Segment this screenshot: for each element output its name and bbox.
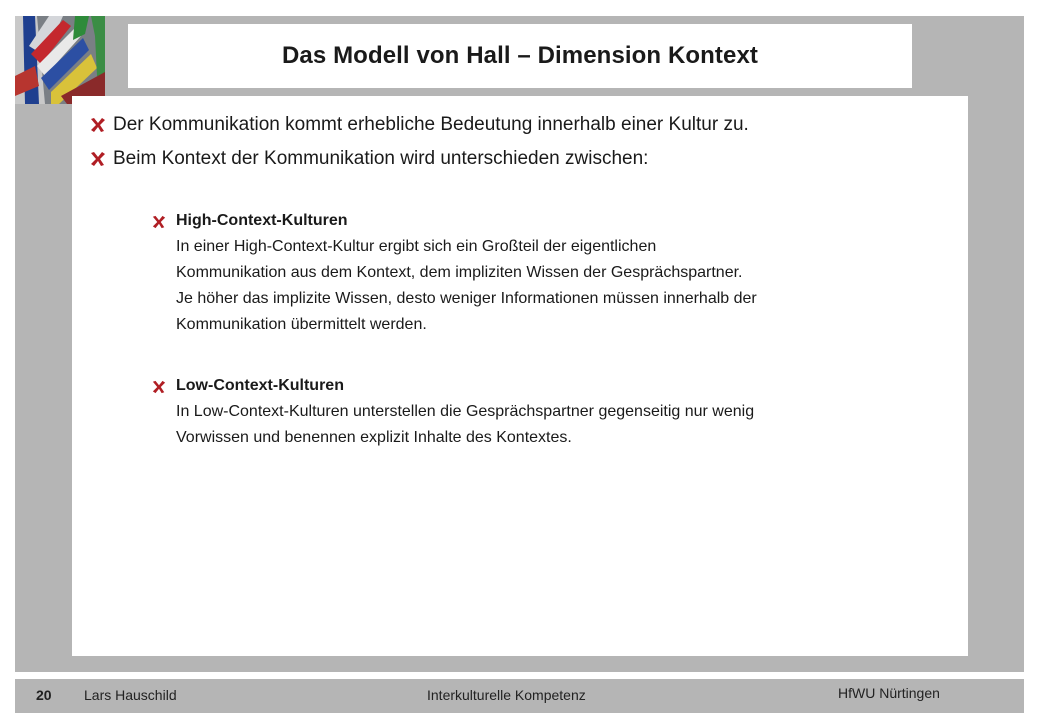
sub-bullet-heading: Low-Context-Kulturen — [176, 377, 344, 394]
sub-bullet-line: Vorwissen und benennen explizit Inhalte des Kontextes. — [176, 429, 572, 446]
sub-bullet-high-context — [152, 213, 976, 338]
sub-bullet-line: Kommunikation aus dem Kontext, dem impliziten Wissen der Gesprächspartner. — [176, 264, 743, 281]
bullet-text: Beim Kontext der Kommunikation wird unterschieden zwischen: — [113, 148, 649, 169]
sub-bullet-line: In einer High-Context-Kultur ergibt sich ein Großteil der eigentlichen — [176, 238, 657, 255]
bullet-item — [90, 148, 648, 170]
x-mark-icon — [152, 380, 166, 394]
x-mark-icon — [152, 215, 166, 229]
sub-bullet-heading: High-Context-Kulturen — [176, 212, 348, 229]
sub-bullet-line: Je höher das implizite Wissen, desto weniger Informationen müssen innerhalb der — [176, 290, 757, 307]
bullet-text: Der Kommunikation kommt erhebliche Bedeutung innerhalb einer Kultur zu. — [113, 114, 749, 135]
sub-bullet-low-context — [152, 378, 976, 451]
flags-image — [15, 16, 105, 104]
footer-institution: HfWU Nürtingen — [838, 685, 940, 701]
sub-bullet-text — [176, 373, 976, 451]
bullet-item — [90, 114, 749, 136]
x-mark-icon — [90, 117, 106, 133]
x-mark-icon — [90, 151, 106, 167]
footer-bar — [15, 679, 1024, 713]
content-area — [72, 96, 968, 656]
title-box — [128, 24, 912, 88]
footer-course: Interkulturelle Kompetenz — [427, 687, 586, 703]
sub-bullet-text — [176, 208, 976, 338]
footer-author: Lars Hauschild — [84, 687, 177, 703]
slide-title: Das Modell von Hall – Dimension Kontext — [282, 42, 758, 69]
sub-bullet-line: In Low-Context-Kulturen unterstellen die Gesprächspartner gegenseitig nur wenig — [176, 403, 755, 420]
slide-number: 20 — [36, 687, 52, 703]
sub-bullet-line: Kommunikation übermittelt werden. — [176, 316, 427, 333]
